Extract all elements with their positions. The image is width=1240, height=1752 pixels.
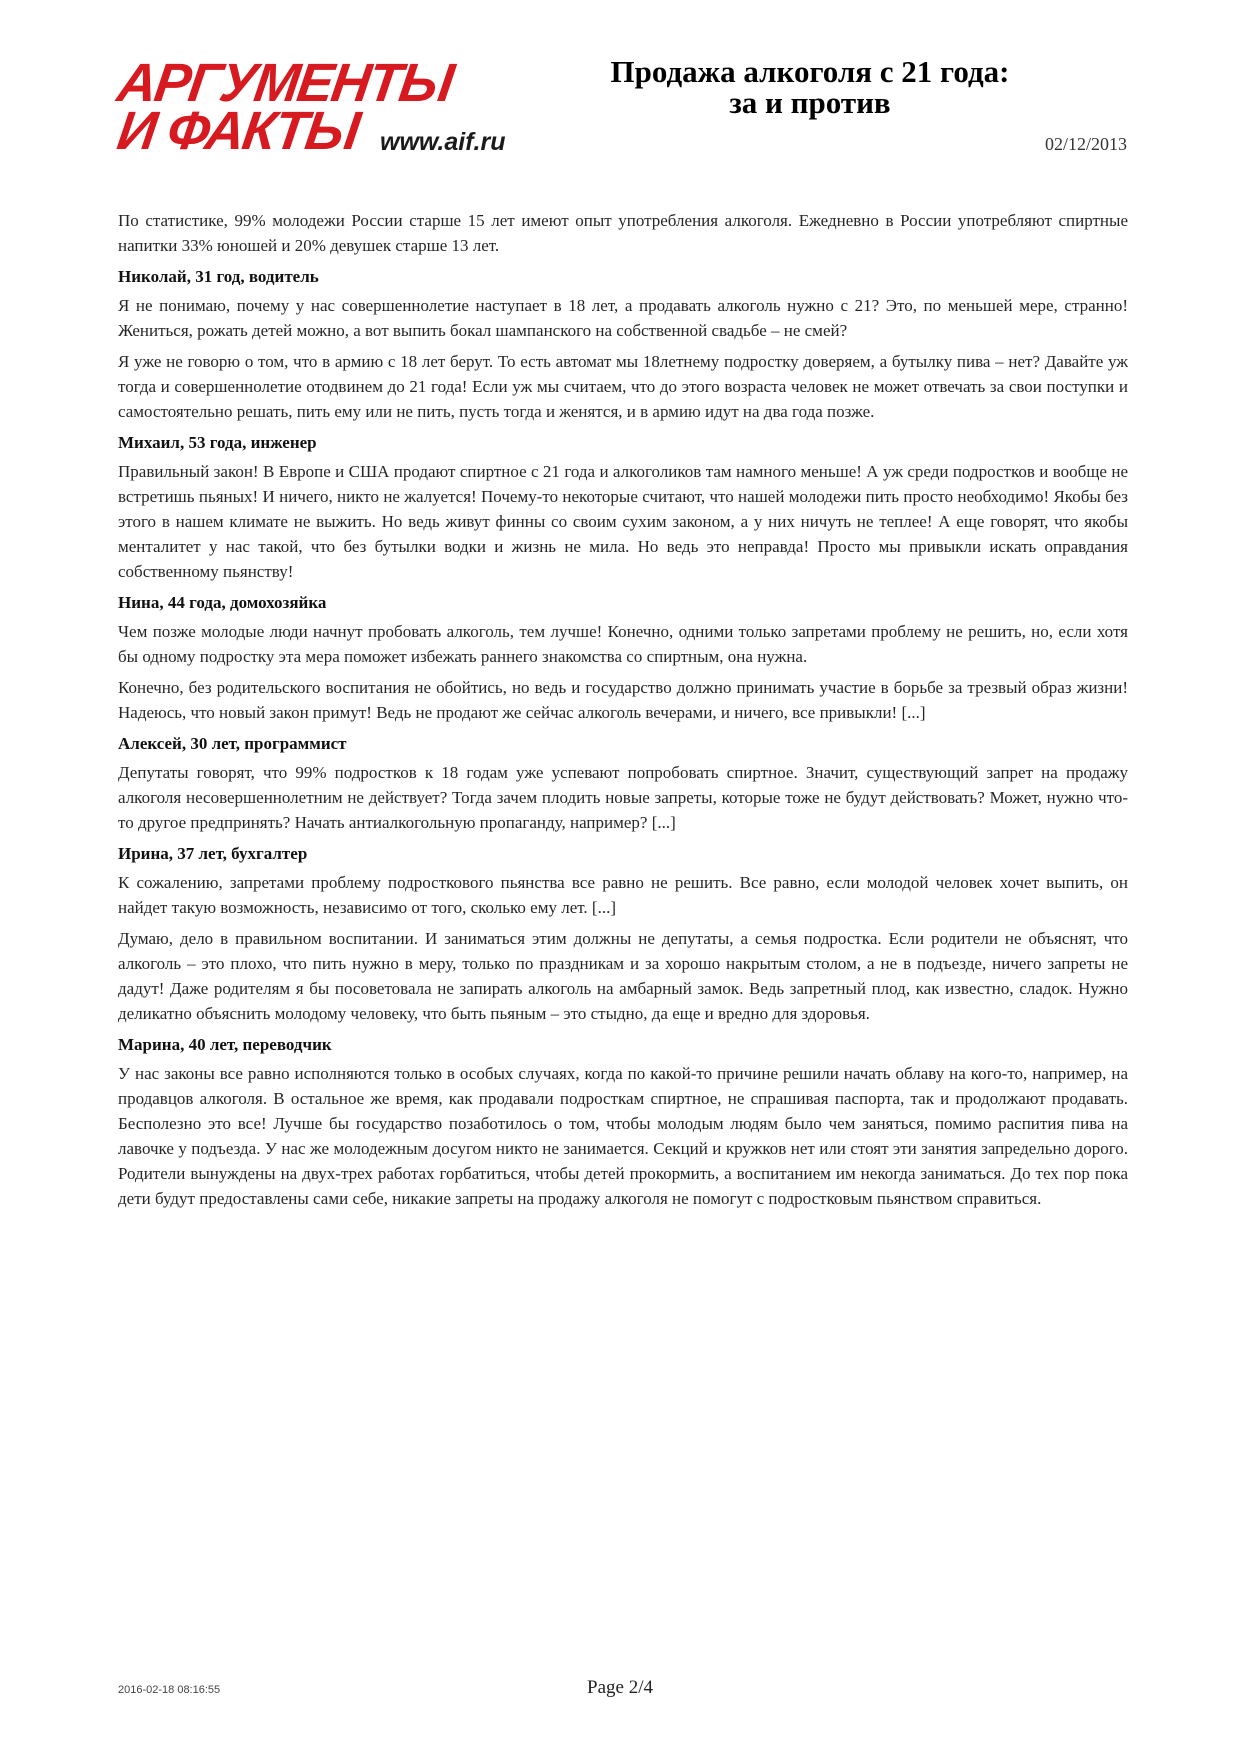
- paragraph: К сожалению, запретами проблему подросткового пьянства все равно не решить. Все равно, если молодой человек хочет выпить, он найдет такую возможность, независимо от того, сколько ему лет. [...]: [118, 873, 1128, 917]
- paragraph: Я не понимаю, почему у нас совершеннолетие наступает в 18 лет, а продавать алкоголь нужно с 21? Это, по меньшей мере, странно! Жениться, рожать детей можно, а вот выпить бокал шампанского на собственной свадьбе – не смей?: [118, 296, 1128, 340]
- article-date: 02/12/2013: [1044, 134, 1127, 154]
- print-timestamp: 2016-02-18 08:16:55: [118, 1684, 221, 1696]
- article-title: [560, 56, 1060, 118]
- logo-site: www.aif.ru: [380, 128, 506, 156]
- intro-paragraph: По статистике, 99% молодежи России старше 15 лет имеют опыт употребления алкоголя. Ежедневно в России употребляют спиртные напитки 33% юношей и 20% девушек старше 13 лет.: [118, 211, 1128, 255]
- title-line2: за и против: [729, 85, 891, 120]
- paragraph: Конечно, без родительского воспитания не обойтись, но ведь и государство должно принимать участие в борьбе за трезвый образ жизни! Надеюсь, что новый закон примут! Ведь не продают же сейчас алкоголь вечерами, и ничего, все привыкли! [...]: [118, 678, 1128, 722]
- aif-logo: [113, 53, 548, 161]
- article-body: [118, 208, 1128, 1217]
- page-number: Page 2/4: [587, 1677, 653, 1698]
- paragraph: Думаю, дело в правильном воспитании. И заниматься этим должны не депутаты, а семья подростка. Если родители не объяснят, что алкоголь – это плохо, что пить нужно в меру, только по праздникам и за хорошо накрытым столом, а не в подъезде, ничего запреты не дадут! Даже родителям я бы посоветовала не запирать алкоголь на амбарный замок. Ведь запретный плод, как известно, сладок. Нужно деликатно объяснить молодому человеку, что быть пьяным – это стыдно, да еще и вредно для здоровья.: [118, 929, 1128, 1023]
- author-heading: Алексей, 30 лет, программист: [118, 734, 347, 753]
- author-heading: Михаил, 53 года, инженер: [118, 433, 317, 452]
- paragraph: Депутаты говорят, что 99% подростков к 18 годам уже успевают попробовать спиртное. Значит, существующий запрет на продажу алкоголя несовершеннолетним не действует? Тогда зачем плодить новые запреты, которые тоже не будут действовать? Может, нужно что-то другое предпринять? Начать антиалкогольную пропаганду, например? [...]: [118, 763, 1128, 832]
- author-heading: Марина, 40 лет, переводчик: [118, 1035, 332, 1054]
- logo-line2: И ФАКТЫ: [113, 101, 363, 161]
- paragraph: У нас законы все равно исполняются только в особых случаях, когда по какой-то причине решили начать облаву на кого-то, например, на продавцов алкоголя. В остальное же время, как продавали подросткам спиртное, не спрашивая паспорта, так и продолжают продавать. Бесполезно это все! Лучше бы государство позаботилось о том, чтобы молодым людям было чем заняться, помимо распития пива на лавочке у подъезда. У нас же молодежным досугом никто не занимается. Секций и кружков нет или стоят эти занятия запредельно дорого. Родители вынуждены на двух-трех работах горбатиться, чтобы детей прокормить, а воспитанием им некогда заниматься. До тех пор пока дети будут предоставлены сами себе, никакие запреты на продажу алкоголя не помогут с подростковым пьянством справиться.: [118, 1064, 1128, 1208]
- paragraph: Правильный закон! В Европе и США продают спиртное с 21 года и алкоголиков там намного меньше! А уж среди подростков и вообще не встретишь пьяных! И ничего, никто не жалуется! Почему-то некоторые считают, что нашей молодежи пить просто необходимо! Якобы без этого в нашем климате не выжить. Но ведь живут финны со своим сухим законом, а у них ничуть не теплее! А еще говорят, что якобы менталитет у нас такой, что без бутылки водки и жизнь не мила. Но ведь это неправда! Просто мы привыкли искать оправдания собственному пьянству!: [118, 462, 1128, 581]
- logo-line1: АРГУМЕНТЫ: [113, 53, 456, 113]
- title-line1: Продажа алкоголя с 21 года:: [610, 54, 1010, 89]
- author-heading: Николай, 31 год, водитель: [118, 267, 319, 286]
- paragraph: Чем позже молодые люди начнут пробовать алкоголь, тем лучше! Конечно, одними только запретами проблему не решить, но, если хотя бы одному подростку эта мера поможет избежать раннего знакомства со спиртным, она нужна.: [118, 622, 1128, 666]
- author-heading: Нина, 44 года, домохозяйка: [118, 593, 327, 612]
- author-heading: Ирина, 37 лет, бухгалтер: [118, 844, 308, 863]
- paragraph: Я уже не говорю о том, что в армию с 18 лет берут. То есть автомат мы 18летнему подростку доверяем, а бутылку пива – нет? Давайте уж тогда и совершеннолетие отодвинем до 21 года! Если уж мы считаем, что до этого возраста человек не может отвечать за свои поступки и самостоятельно решать, пить ему или не пить, пусть тогда и женятся, и в армию идут на два года позже.: [118, 352, 1128, 421]
